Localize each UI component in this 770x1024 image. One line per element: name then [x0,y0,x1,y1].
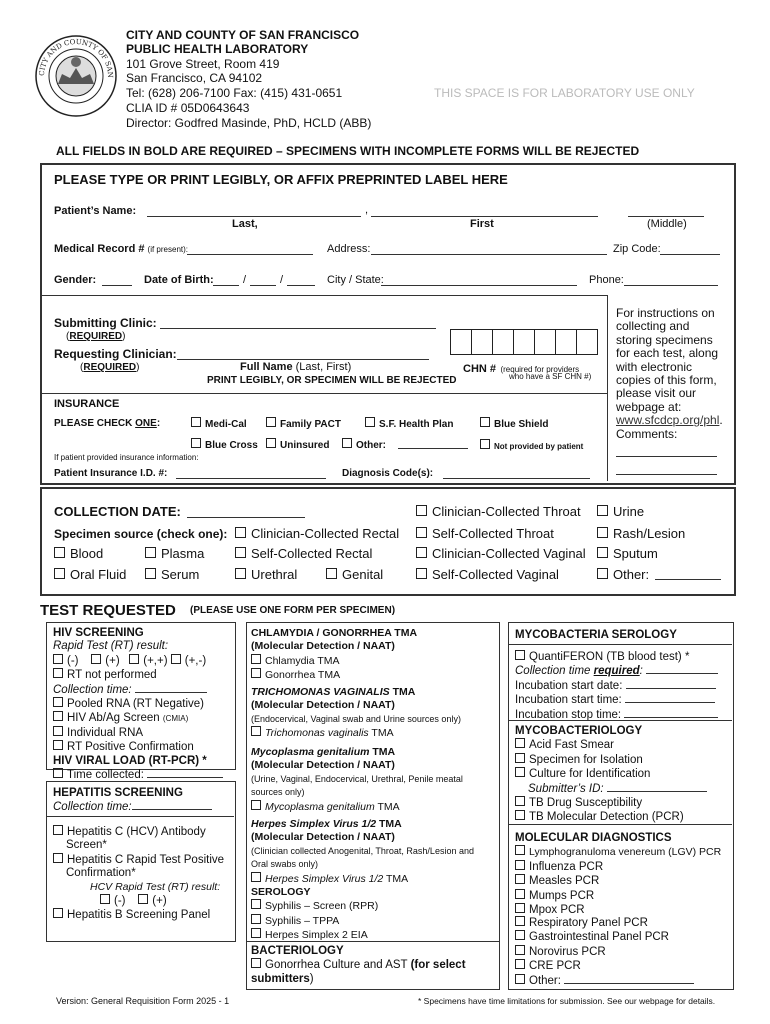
hiv-viral-title: HIV VIRAL LOAD (RT-PCR) * [53,754,207,767]
check-one-pre: PLEASE CHECK [54,418,133,429]
tv-title: TRICHOMONAS VAGINALIS [251,686,390,698]
submitting-required: REQUIRED [69,331,123,342]
mg-item[interactable]: Mycoplasma genitalium TMA [251,800,463,814]
gi-panel-pcr[interactable]: Gastrointestinal Panel PCR [515,930,694,944]
chn-digit-7[interactable] [576,329,598,355]
serology-hsv2[interactable]: Herpes Simplex 2 EIA [251,928,378,942]
lab-name: PUBLIC HEALTH LABORATORY [126,42,309,56]
diagnosis-field[interactable] [443,469,590,479]
instructions-text: For instructions on collecting and storing specimens for each test, along with electronic copies of this form, please visit our webpage at: www.sfcdcp.org/phl. [616,306,723,428]
phone-label: Phone: [589,274,624,286]
ct-title: CHLAMYDIA / GONORRHEA TMA [251,627,418,639]
ins-other-field[interactable] [398,439,468,449]
bact-item[interactable]: Gonorrhea Culture and AST (for select [251,958,466,972]
if-provided-note: If patient provided insurance information: [54,453,199,462]
lab-address1: 101 Grove Street, Room 419 [126,57,280,71]
lab-address2: San Francisco, CA 94102 [126,71,263,85]
phone-field[interactable] [624,275,718,286]
requesting-required: REQUIRED [83,362,137,373]
inc-stop-time: Incubation stop time: [515,708,622,721]
comments-line-1[interactable] [616,448,717,457]
hiv-individual[interactable]: Individual RNA [53,726,223,740]
hiv-collection-time-field[interactable] [135,683,207,693]
source-blood[interactable]: Blood [54,546,103,561]
patient-heading: PLEASE TYPE OR PRINT LEGIBLY, OR AFFIX PREPRINTED LABEL HERE [54,172,508,187]
hsv-note1: (Clinician collected Anogenital, Throat, Rash/Lesion and [251,845,474,856]
ins-medical[interactable]: Medi-Cal [191,417,247,430]
afb-smear[interactable]: Acid Fast Smear [515,738,707,752]
gender-field[interactable] [102,275,132,286]
dob-day-field[interactable] [250,275,276,286]
serology-rpr[interactable]: Syphilis – Screen (RPR) [251,899,378,913]
chn-note2: who have a SF CHN #) [509,372,592,381]
test-requested-heading: TEST REQUESTED [40,602,176,619]
chn-digit-4[interactable] [513,329,535,355]
address-label: Address: [327,243,371,255]
inc-stop-time-field[interactable] [624,708,718,718]
ins-sf-health[interactable]: S.F. Health Plan [365,417,453,430]
webpage-link[interactable]: www.sfcdcp.org/phl [616,413,720,428]
hep-hcv-2: Screen* [66,839,107,852]
source-self-vaginal[interactable]: Self-Collected Vaginal [416,567,559,582]
gender-label: Gender: [54,274,97,286]
submitter-id-field[interactable] [607,782,707,792]
hiv-rapid-label: Rapid Test (RT) result: [53,640,169,653]
source-other-field[interactable] [655,568,721,580]
myco-sero-title: MYCOBACTERIA SEROLOGY [515,629,677,641]
hiv-rt-neg[interactable]: (-) [53,655,79,667]
source-self-throat[interactable]: Self-Collected Throat [416,526,554,541]
insurance-id-field[interactable] [176,469,326,479]
ins-not-provided[interactable]: Not provided by patient [480,439,583,451]
test-requested-sub: (PLEASE USE ONE FORM PER SPECIMEN) [190,605,396,616]
svg-text:CITY AND COUNTY OF SAN FRANCIS: CITY AND COUNTY OF SAN [37,37,115,78]
influenza-pcr[interactable]: Influenza PCR [515,860,721,874]
full-name-format: (Last, First) [295,361,352,373]
molecular-title: MOLECULAR DIAGNOSTICS [515,832,672,844]
mg-sub: (Molecular Detection / NAAT) [251,759,395,772]
source-serum[interactable]: Serum [145,567,199,582]
tv-sub: (Molecular Detection / NAAT) [251,699,395,712]
ct-sub: (Molecular Detection / NAAT) [251,640,395,653]
mycobact-title: MYCOBACTERIOLOGY [515,725,643,737]
submitting-clinic-field[interactable] [160,318,436,329]
hep-rapid-2: Confirmation* [66,867,136,880]
quantiferon[interactable]: QuantiFERON (TB blood test) * [515,650,718,664]
required-notice: ALL FIELDS IN BOLD ARE REQUIRED – SPECIMENS WITH INCOMPLETE FORMS WILL BE REJECTED [56,144,640,158]
hiv-rt-pos[interactable]: (+) [91,655,119,667]
ins-family-pact[interactable]: Family PACT [266,417,341,430]
mg-note2: sources only) [251,787,305,798]
insurance-heading: INSURANCE [54,398,120,410]
mpox-pcr[interactable]: Mpox PCR [515,903,721,917]
quant-required: required [593,665,640,678]
diagnosis-label: Diagnosis Code(s): [342,468,434,479]
hiv-abag[interactable]: HIV Ab/Ag Screen (CMIA) [53,711,223,725]
dob-year-field[interactable] [287,275,315,286]
city-seal [34,34,118,118]
lab-clia: CLIA ID # 05D0643643 [126,101,250,115]
hiv-time-collected[interactable]: Time collected: [53,768,223,782]
bact-title: BACTERIOLOGY [251,945,344,957]
source-urine[interactable]: Urine [597,504,644,519]
lab-use-note: THIS SPACE IS FOR LABORATORY USE ONLY [434,86,695,100]
hiv-pooled[interactable]: Pooled RNA (RT Negative) [53,697,223,711]
lgv-pcr[interactable]: Lymphogranuloma venereum (LGV) PCR [515,845,721,859]
mrn-label: Medical Record # [54,243,145,255]
org-name: CITY AND COUNTY OF SAN FRANCISCO [126,28,360,42]
footer-note: * Specimens have time limitations for submission. See our webpage for details. [418,996,716,1006]
hsv-sub: (Molecular Detection / NAAT) [251,831,395,844]
middle-name-field[interactable] [628,206,704,217]
hiv-rt-positive[interactable]: RT Positive Confirmation [53,740,223,754]
tv-note: (Endocervical, Vaginal swab and Urine sources only) [251,713,461,724]
chn-digit-6[interactable] [555,329,577,355]
specimen-isolation[interactable]: Specimen for Isolation [515,753,707,767]
chn-digit-2[interactable] [471,329,493,355]
ins-other[interactable]: Other: [342,438,386,451]
cre-pcr[interactable]: CRE PCR [515,959,694,973]
mrn-field[interactable] [187,244,313,255]
tb-drug[interactable]: TB Drug Susceptibility [515,796,707,810]
culture-id[interactable]: Culture for Identification [515,767,707,781]
print-legibly-warning: PRINT LEGIBLY, OR SPECIMEN WILL BE REJECTED [207,375,457,386]
hiv-rt-pospos[interactable]: (+,+) [129,655,167,667]
hsv-title: Herpes Simplex Virus 1/2 [251,818,377,830]
collection-date-label: COLLECTION DATE: [54,504,181,519]
mrn-note: (if present): [147,245,189,254]
source-oral-fluid[interactable]: Oral Fluid [54,567,126,582]
hiv-not-performed[interactable]: RT not performed [53,668,223,682]
hiv-rt-posneg[interactable]: (+,-) [171,655,206,667]
comments-label: Comments: [616,427,678,441]
hep-rt-label: HCV Rapid Test (RT) result: [90,880,221,893]
source-sputum[interactable]: Sputum [597,546,658,561]
source-genital[interactable]: Genital [326,567,383,582]
inc-start-time: Incubation start time: [515,694,622,707]
first-name-field[interactable] [371,206,598,217]
dob-month-field[interactable] [213,275,239,286]
hiv-collection-time: Collection time: [53,683,132,696]
norovirus-pcr[interactable]: Norovirus PCR [515,945,694,959]
check-one-u: ONE [135,418,157,429]
chn-digit-1[interactable] [450,329,472,355]
comments-line-2[interactable] [616,466,717,475]
hsv-title-rest: TMA [379,818,402,830]
last-name-field[interactable] [147,206,361,217]
lab-phone: Tel: (628) 206-7100 Fax: (415) 431-0651 [126,86,343,100]
serology-tppa[interactable]: Syphilis – TPPA [251,914,378,928]
city-label: City / State: [327,274,384,286]
first-label: First [470,218,494,230]
hsv-item[interactable]: Herpes Simplex Virus 1/2 TMA [251,872,474,886]
ct-chlamydia[interactable]: Chlamydia TMA [251,654,417,668]
middle-label: (Middle) [647,218,687,230]
source-clin-rectal[interactable]: Clinician-Collected Rectal [235,526,399,541]
measles-pcr[interactable]: Measles PCR [515,874,721,888]
requesting-clinician-label: Requesting Clinician: [54,347,177,361]
tv-title-rest: TMA [392,686,416,698]
mumps-pcr[interactable]: Mumps PCR [515,889,721,903]
source-other[interactable]: Other: [597,567,649,582]
mg-note1: (Urine, Vaginal, Endocervical, Urethral, Penile meatal [251,773,463,784]
inc-start-date: Incubation start date: [515,679,623,692]
chn-label: CHN # [463,363,497,375]
zip-field[interactable] [660,244,720,255]
serology-title: SEROLOGY [251,886,311,898]
last-label: Last, [232,218,258,230]
specimen-source-label: Specimen source (check one): [54,527,228,541]
footer-version: Version: General Requisition Form 2025 - 1 [56,996,230,1006]
hep-rapid[interactable]: Hepatitis C Rapid Test Positive [53,853,224,867]
source-clin-throat[interactable]: Clinician-Collected Throat [416,504,581,519]
zip-label: Zip Code: [613,243,661,255]
chn-note1: (required for providers [500,365,580,374]
hsv-note2: Oral swabs only) [251,859,319,870]
tb-molecular[interactable]: TB Molecular Detection (PCR) [515,810,707,824]
source-urethral[interactable]: Urethral [235,567,297,582]
mg-title: Mycoplasma genitalium [251,746,370,758]
lab-director: Director: Godfred Masinde, PhD, HCLD (ABB) [126,116,372,130]
resp-panel-pcr[interactable]: Respiratory Panel PCR [515,916,694,930]
hep-title: HEPATITIS SCREENING [53,787,183,799]
hep-rt-neg[interactable]: (-) [100,895,126,907]
full-name-label: Full Name [240,361,293,373]
patient-name-label: Patient’s Name: [54,205,137,217]
requesting-clinician-field[interactable] [177,349,429,360]
submitter-id: Submitter’s ID: [528,782,604,795]
hiv-title: HIV SCREENING [53,627,144,639]
bact-submitters: submitters [251,972,310,985]
hep-rt-pos[interactable]: (+) [138,895,166,907]
hep-collection-time: Collection time: [53,801,132,814]
ct-gonorrhea[interactable]: Gonorrhea TMA [251,668,417,682]
tv-item[interactable]: Trichomonas vaginalis TMA [251,726,461,740]
hep-hcv[interactable]: Hepatitis C (HCV) Antibody [53,825,224,839]
city-field[interactable] [381,275,577,286]
hep-collection-time-field[interactable] [132,800,212,810]
collection-date-field[interactable] [187,506,305,518]
source-clin-vaginal[interactable]: Clinician-Collected Vaginal [416,546,586,561]
address-field[interactable] [371,244,607,255]
inc-start-time-field[interactable] [625,693,715,703]
insurance-id-label: Patient Insurance I.D. #: [54,468,168,479]
chn-digit-5[interactable] [534,329,556,355]
submitting-clinic-label: Submitting Clinic: [54,316,157,330]
ins-blue-cross[interactable]: Blue Cross [191,438,258,451]
inc-start-date-field[interactable] [626,679,716,689]
quant-collection-field[interactable] [646,664,718,674]
mg-title-rest: TMA [372,746,396,758]
ins-blue-shield[interactable]: Blue Shield [480,417,548,430]
source-rash[interactable]: Rash/Lesion [597,526,685,541]
source-self-rectal[interactable]: Self-Collected Rectal [235,546,372,561]
hep-b[interactable]: Hepatitis B Screening Panel [53,908,224,922]
ins-uninsured[interactable]: Uninsured [266,438,329,451]
chn-digit-3[interactable] [492,329,514,355]
dob-label: Date of Birth: [144,274,214,286]
molecular-other[interactable]: Other: [515,974,694,988]
source-plasma[interactable]: Plasma [145,546,204,561]
